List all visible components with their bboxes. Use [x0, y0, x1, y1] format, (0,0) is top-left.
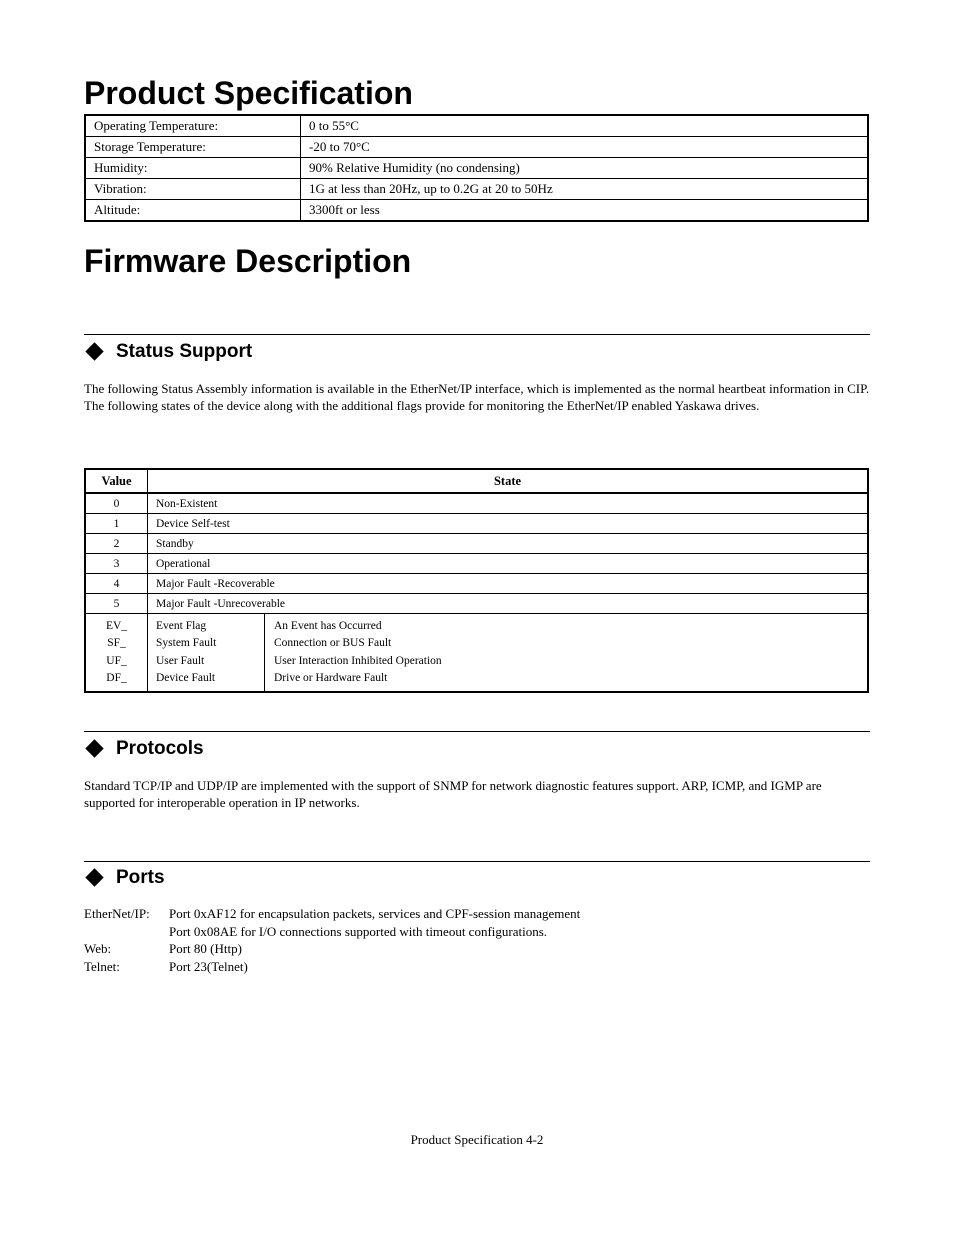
product-specification-table: [84, 114, 869, 222]
protocols-paragraph: Standard TCP/IP and UDP/IP are implemented with the support of SNMP for network diagnostic features support. ARP, ICMP, and IGMP are supported for interoperable operation in IP networks.: [84, 778, 822, 810]
flag-details-cell: [148, 614, 869, 693]
page-footer: Product Specification 4-2: [410, 1132, 544, 1147]
flag-name: Event Flag: [156, 620, 207, 632]
state-value: 4: [85, 574, 148, 594]
column-header-value: Value: [85, 469, 148, 493]
list-item: [84, 905, 580, 923]
diamond-bullet-icon: [85, 342, 103, 360]
spec-value: 3300ft or less: [301, 200, 869, 222]
spec-label: Storage Temperature:: [85, 137, 301, 158]
flag-names-column: [148, 614, 265, 691]
state-value: 0: [85, 493, 148, 514]
column-header-state: State: [148, 469, 869, 493]
flag-description: An Event has Occurred: [274, 620, 382, 632]
spec-value: 90% Relative Humidity (no condensing): [301, 158, 869, 179]
diamond-bullet-icon: [85, 868, 103, 886]
port-value: Port 0xAF12 for encapsulation packets, services and CPF-session management: [169, 906, 581, 921]
state-value: 3: [85, 554, 148, 574]
spec-value: -20 to 70°C: [301, 137, 869, 158]
flag-name: User Fault: [156, 654, 205, 667]
heading-text: Ports: [116, 867, 165, 888]
port-label: [84, 923, 169, 941]
flag-descriptions-column: [265, 614, 451, 691]
state-name: Major Fault -Recoverable: [148, 574, 869, 594]
table-row: [85, 137, 868, 158]
list-item: [84, 940, 580, 958]
flag-description: User Interaction Inhibited Operation: [274, 654, 442, 667]
port-value: Port 80 (Http): [169, 941, 242, 956]
spec-value: 0 to 55°C: [301, 115, 869, 137]
table-row: [85, 594, 868, 614]
ports-heading: [84, 868, 165, 887]
flag-value: UF_: [106, 654, 127, 667]
heading-text: Status Support: [116, 341, 253, 362]
state-name: Operational: [148, 554, 869, 574]
port-label: EtherNet/IP:: [84, 906, 150, 921]
state-name: Non-Existent: [148, 493, 869, 514]
state-name: Device Self-test: [148, 514, 869, 534]
flag-value: EV_: [105, 620, 128, 632]
table-row: [85, 554, 868, 574]
table-row: [85, 200, 868, 222]
state-value: 2: [85, 534, 148, 554]
table-row: [85, 179, 868, 200]
table-row: [85, 574, 868, 594]
spec-label: Operating Temperature:: [85, 115, 301, 137]
table-row: [85, 115, 868, 137]
flag-description: Drive or Hardware Fault: [274, 671, 388, 684]
table-row: [85, 493, 868, 514]
flag-description: Connection or BUS Fault: [274, 637, 392, 650]
status-state-table: [84, 468, 869, 693]
state-value: 5: [85, 594, 148, 614]
firmware-description-title: Firmware Description: [84, 243, 412, 279]
spec-label: Humidity:: [85, 158, 301, 179]
ports-list: [84, 905, 580, 975]
flag-values-cell: [85, 614, 148, 693]
list-item: [84, 958, 580, 976]
section-divider: [84, 861, 870, 862]
diamond-bullet-icon: [85, 739, 103, 757]
section-divider: [84, 731, 870, 732]
flag-value: SF_: [107, 637, 126, 650]
port-value: Port 23(Telnet): [169, 958, 248, 974]
state-name: Standby: [148, 534, 869, 554]
flag-name: System Fault: [156, 637, 217, 650]
list-item: [84, 923, 580, 941]
table-row: [85, 514, 868, 534]
product-specification-title: Product Specification: [84, 75, 413, 111]
port-value: Port 0x08AE for I/O connections supported with timeout configurations.: [169, 923, 548, 939]
status-support-paragraph: The following Status Assembly information is available in the EtherNet/IP interface, which is implemented as the normal heartbeat information in CIP. The following states of the device along with the additional flags provide for monitoring the EtherNet/IP enabled Yaskawa drives.: [84, 381, 870, 413]
port-label: Telnet:: [84, 958, 120, 974]
table-header-row: [85, 469, 868, 493]
table-row: [85, 158, 868, 179]
protocols-heading: [84, 739, 204, 758]
spec-value: 1G at less than 20Hz, up to 0.2G at 20 to 50Hz: [301, 179, 869, 200]
heading-text: Protocols: [116, 738, 204, 759]
flag-name: Device Fault: [156, 671, 216, 684]
state-value: 1: [85, 514, 148, 534]
spec-label: Vibration:: [85, 179, 301, 200]
state-name: Major Fault -Unrecoverable: [148, 594, 869, 614]
status-support-heading: [84, 342, 252, 361]
section-divider: [84, 334, 870, 335]
spec-label: Altitude:: [85, 200, 301, 222]
table-row: [85, 534, 868, 554]
flags-row: [85, 614, 868, 693]
flag-value: DF_: [106, 671, 127, 684]
port-label: Web:: [84, 941, 112, 956]
